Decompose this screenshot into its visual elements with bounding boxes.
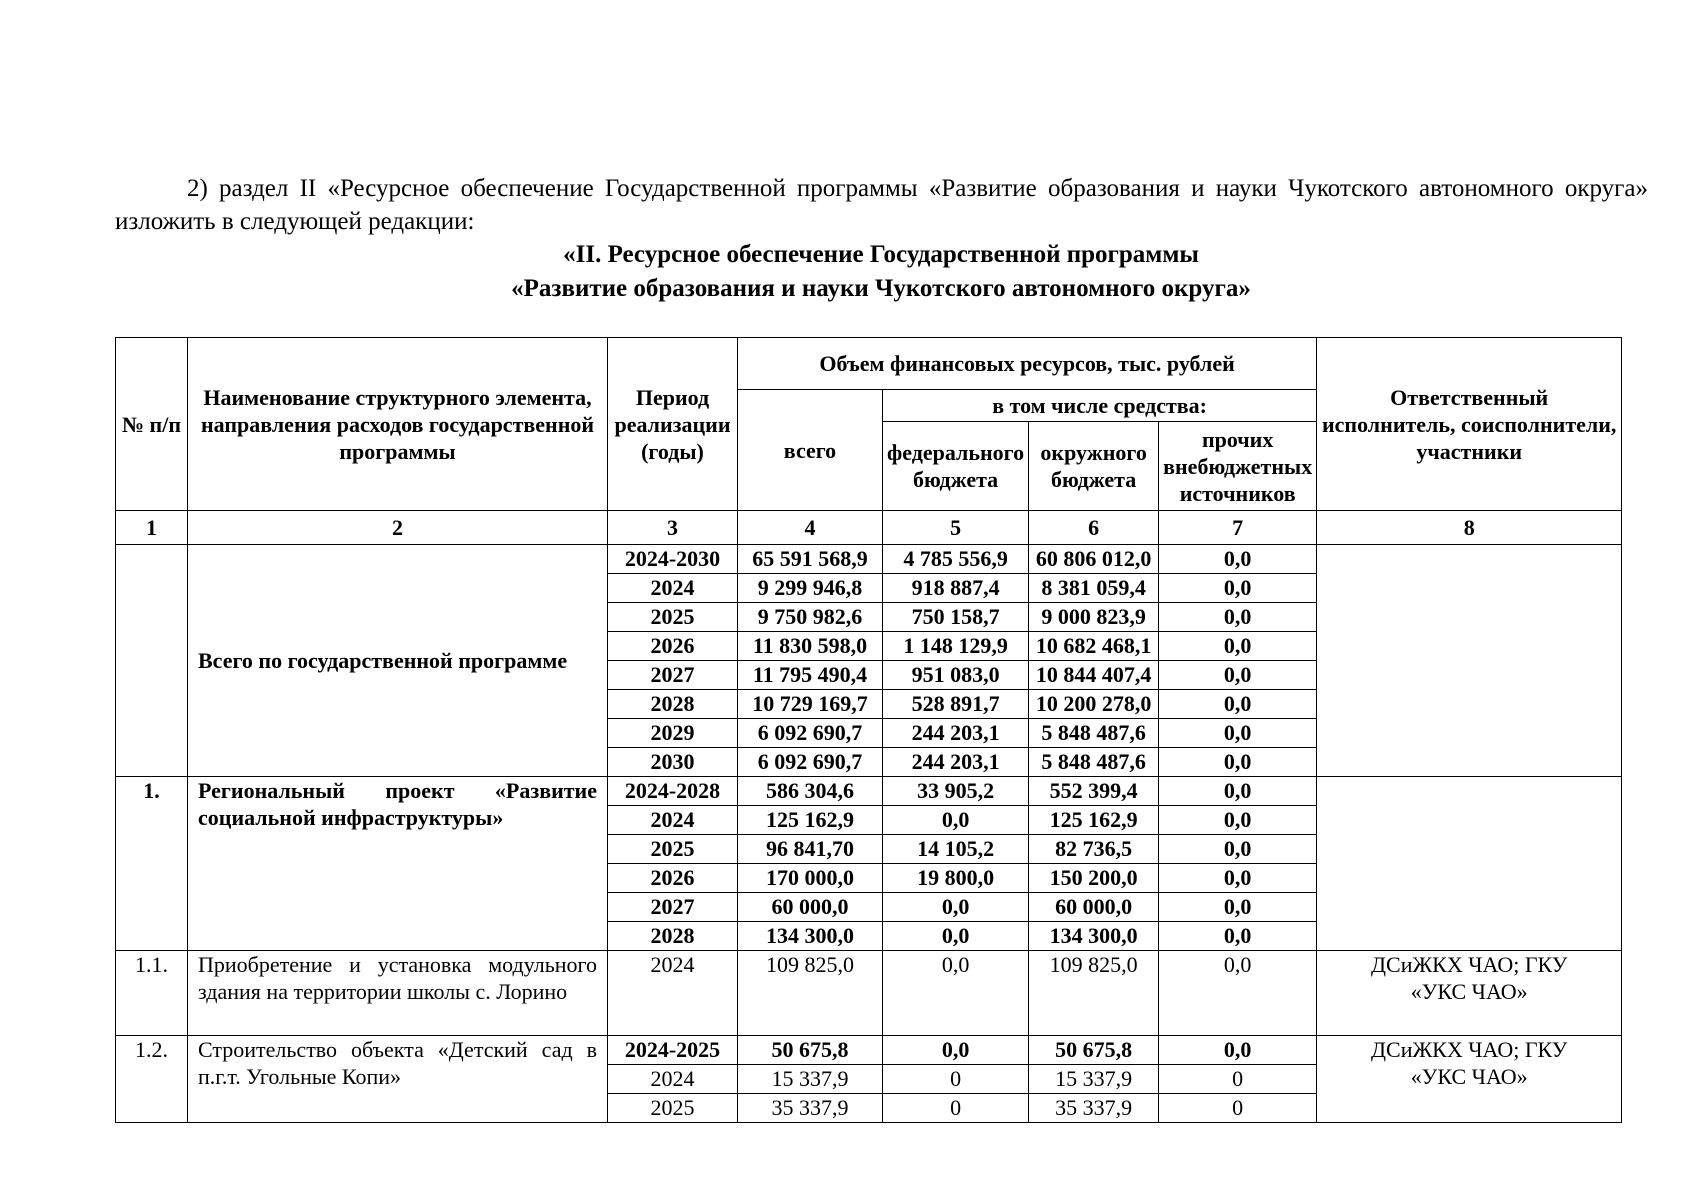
row-district: 5 848 487,6 xyxy=(1029,719,1159,748)
row-period: 2024 xyxy=(608,1065,738,1094)
row-district: 60 000,0 xyxy=(1029,893,1159,922)
row-other: 0,0 xyxy=(1159,864,1317,893)
section-heading-line1: «II. Ресурсное обеспечение Государственной программы xyxy=(563,241,1199,268)
row-federal: 33 905,2 xyxy=(883,777,1029,806)
row-federal: 951 083,0 xyxy=(883,661,1029,690)
row-num: 1.1. xyxy=(116,951,188,1036)
row-period: 2024 xyxy=(608,574,738,603)
row-total: 125 162,9 xyxy=(738,806,883,835)
row-responsible xyxy=(1317,545,1622,777)
row-period: 2026 xyxy=(608,632,738,661)
row-district: 134 300,0 xyxy=(1029,922,1159,951)
row-period: 2027 xyxy=(608,893,738,922)
header-name: Наименование структурного элемента, направления расходов государственной программы xyxy=(188,338,608,511)
row-period: 2024-2025 xyxy=(608,1036,738,1065)
header-num: № п/п xyxy=(116,338,188,511)
row-period: 2028 xyxy=(608,922,738,951)
row-district: 150 200,0 xyxy=(1029,864,1159,893)
row-other: 0,0 xyxy=(1159,574,1317,603)
col-number: 6 xyxy=(1029,511,1159,545)
row-federal: 19 800,0 xyxy=(883,864,1029,893)
row-other: 0,0 xyxy=(1159,806,1317,835)
section-heading-line2: «Развитие образования и науки Чукотского автономного округа» xyxy=(511,275,1251,302)
row-total: 134 300,0 xyxy=(738,922,883,951)
col-number: 7 xyxy=(1159,511,1317,545)
row-federal: 4 785 556,9 xyxy=(883,545,1029,574)
row-period: 2026 xyxy=(608,864,738,893)
row-district: 50 675,8 xyxy=(1029,1036,1159,1065)
table-row xyxy=(116,777,1622,806)
row-responsible xyxy=(1317,777,1622,951)
row-district: 10 844 407,4 xyxy=(1029,661,1159,690)
header-responsible: Ответственный исполнитель, соисполнители, участники xyxy=(1317,338,1622,511)
row-period: 2028 xyxy=(608,690,738,719)
row-responsible: ДСиЖКХ ЧАО; ГКУ «УКС ЧАО» xyxy=(1317,951,1622,1036)
table-row xyxy=(116,545,1622,574)
row-other: 0,0 xyxy=(1159,632,1317,661)
row-total: 109 825,0 xyxy=(738,951,883,1036)
header-district: окружного бюджета xyxy=(1029,422,1159,511)
row-period: 2024 xyxy=(608,951,738,1036)
row-other: 0,0 xyxy=(1159,661,1317,690)
row-period: 2030 xyxy=(608,748,738,777)
row-federal: 0 xyxy=(883,1094,1029,1123)
row-district: 5 848 487,6 xyxy=(1029,748,1159,777)
row-responsible: ДСиЖКХ ЧАО; ГКУ «УКС ЧАО» xyxy=(1317,1036,1622,1123)
row-federal: 0,0 xyxy=(883,922,1029,951)
row-total: 9 750 982,6 xyxy=(738,603,883,632)
row-total: 96 841,70 xyxy=(738,835,883,864)
row-name-text: Строительство объекта «Детский сад в п.г.т. Угольные Копи» xyxy=(198,1037,597,1089)
row-district: 10 200 278,0 xyxy=(1029,690,1159,719)
col-number: 5 xyxy=(883,511,1029,545)
row-total: 170 000,0 xyxy=(738,864,883,893)
row-district: 35 337,9 xyxy=(1029,1094,1159,1123)
row-name xyxy=(188,777,608,951)
resource-table xyxy=(115,337,1622,1123)
row-total: 10 729 169,7 xyxy=(738,690,883,719)
row-federal: 244 203,1 xyxy=(883,748,1029,777)
row-district: 109 825,0 xyxy=(1029,951,1159,1036)
row-other: 0,0 xyxy=(1159,1036,1317,1065)
row-other: 0,0 xyxy=(1159,545,1317,574)
row-total: 60 000,0 xyxy=(738,893,883,922)
row-district: 60 806 012,0 xyxy=(1029,545,1159,574)
row-name xyxy=(188,1036,608,1123)
header-federal: федерального бюджета xyxy=(883,422,1029,511)
row-total: 15 337,9 xyxy=(738,1065,883,1094)
row-period: 2025 xyxy=(608,835,738,864)
header-other: прочих внебюджетных источников xyxy=(1159,422,1317,511)
row-district: 125 162,9 xyxy=(1029,806,1159,835)
row-federal: 0,0 xyxy=(883,951,1029,1036)
header-finance: Объем финансовых ресурсов, тыс. рублей xyxy=(738,338,1317,390)
col-number: 2 xyxy=(188,511,608,545)
row-period: 2025 xyxy=(608,603,738,632)
row-other: 0 xyxy=(1159,1065,1317,1094)
row-federal: 0,0 xyxy=(883,806,1029,835)
col-number: 4 xyxy=(738,511,883,545)
row-total: 9 299 946,8 xyxy=(738,574,883,603)
table-row xyxy=(116,1036,1622,1065)
row-total: 586 304,6 xyxy=(738,777,883,806)
row-other: 0 xyxy=(1159,1094,1317,1123)
row-period: 2024-2030 xyxy=(608,545,738,574)
row-other: 0,0 xyxy=(1159,893,1317,922)
row-other: 0,0 xyxy=(1159,690,1317,719)
row-district: 15 337,9 xyxy=(1029,1065,1159,1094)
row-other: 0,0 xyxy=(1159,777,1317,806)
row-district: 8 381 059,4 xyxy=(1029,574,1159,603)
col-number: 3 xyxy=(608,511,738,545)
row-name-text: Приобретение и установка модульного здания на территории школы с. Лорино xyxy=(198,952,597,1004)
row-federal: 14 105,2 xyxy=(883,835,1029,864)
row-district: 552 399,4 xyxy=(1029,777,1159,806)
row-federal: 0 xyxy=(883,1065,1029,1094)
row-name xyxy=(188,545,608,777)
row-period: 2024-2028 xyxy=(608,777,738,806)
row-period: 2029 xyxy=(608,719,738,748)
row-period: 2027 xyxy=(608,661,738,690)
row-other: 0,0 xyxy=(1159,603,1317,632)
row-federal: 0,0 xyxy=(883,893,1029,922)
row-district: 9 000 823,9 xyxy=(1029,603,1159,632)
row-other: 0,0 xyxy=(1159,951,1317,1036)
row-total: 6 092 690,7 xyxy=(738,748,883,777)
row-num xyxy=(116,545,188,777)
row-other: 0,0 xyxy=(1159,835,1317,864)
row-total: 11 795 490,4 xyxy=(738,661,883,690)
header-period: Период реализации (годы) xyxy=(608,338,738,511)
row-total: 65 591 568,9 xyxy=(738,545,883,574)
row-district: 10 682 468,1 xyxy=(1029,632,1159,661)
row-federal: 0,0 xyxy=(883,1036,1029,1065)
row-num: 1. xyxy=(116,777,188,951)
row-total: 6 092 690,7 xyxy=(738,719,883,748)
row-district: 82 736,5 xyxy=(1029,835,1159,864)
row-period: 2024 xyxy=(608,806,738,835)
row-name-text: Региональный проект «Развитие социальной инфраструктуры» xyxy=(198,778,597,830)
row-period: 2025 xyxy=(608,1094,738,1123)
row-total: 35 337,9 xyxy=(738,1094,883,1123)
intro-paragraph: 2) раздел II «Ресурсное обеспечение Государственной программы «Развитие образования и науки Чукотского автономного округа» изложить в следующей редакции: xyxy=(115,175,1648,235)
header-total: всего xyxy=(738,390,883,511)
table-row xyxy=(116,951,1622,1036)
row-name-text: Всего по государственной программе xyxy=(198,648,568,673)
header-including: в том числе средства: xyxy=(883,390,1317,422)
row-total: 50 675,8 xyxy=(738,1036,883,1065)
row-federal: 918 887,4 xyxy=(883,574,1029,603)
row-federal: 1 148 129,9 xyxy=(883,632,1029,661)
row-other: 0,0 xyxy=(1159,719,1317,748)
row-federal: 244 203,1 xyxy=(883,719,1029,748)
row-num: 1.2. xyxy=(116,1036,188,1123)
col-number: 8 xyxy=(1317,511,1622,545)
row-name xyxy=(188,951,608,1036)
row-other: 0,0 xyxy=(1159,748,1317,777)
row-federal: 750 158,7 xyxy=(883,603,1029,632)
col-number: 1 xyxy=(116,511,188,545)
row-other: 0,0 xyxy=(1159,922,1317,951)
row-federal: 528 891,7 xyxy=(883,690,1029,719)
row-total: 11 830 598,0 xyxy=(738,632,883,661)
